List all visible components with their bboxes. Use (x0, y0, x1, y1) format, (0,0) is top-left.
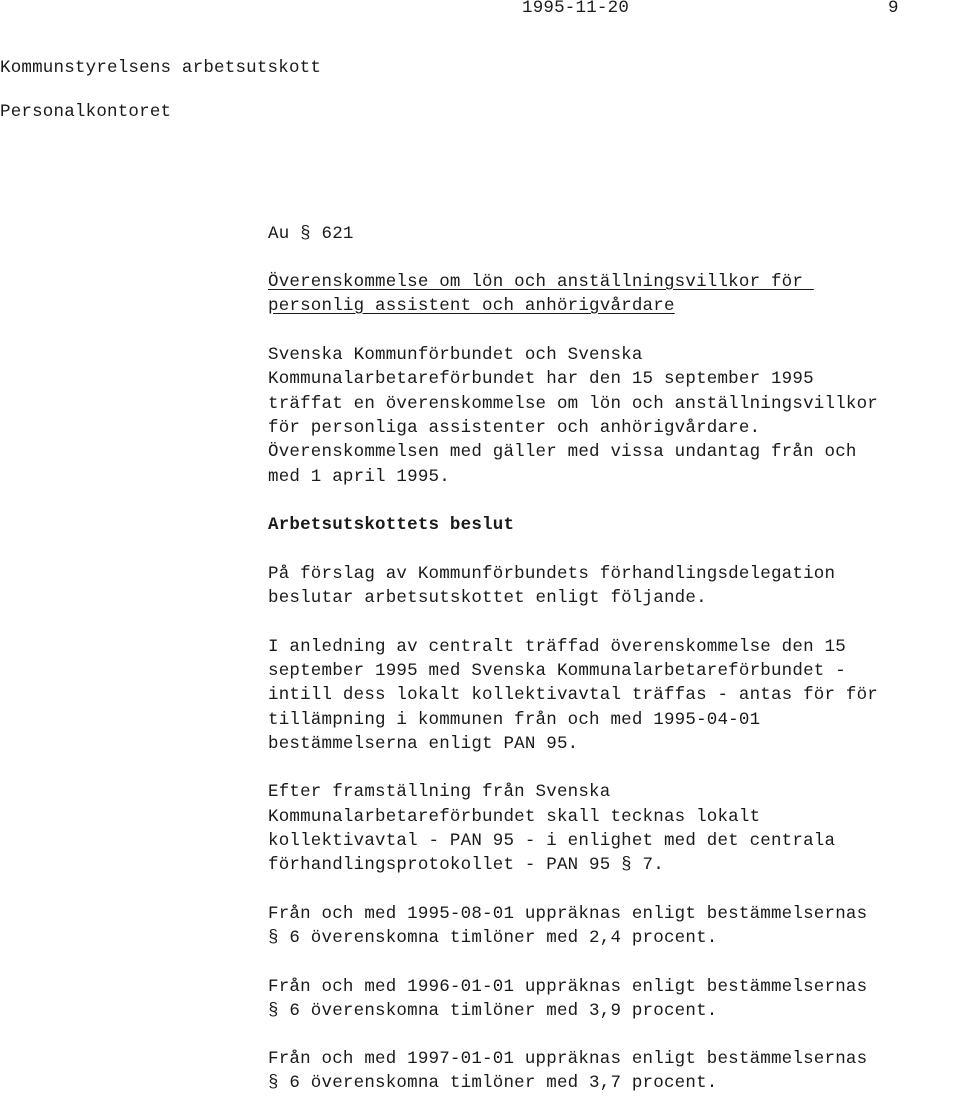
decision1-line: intill dess lokalt kollektivavtal träffas - antas för för (268, 685, 878, 705)
intro-line: för personliga assistenter och anhörigvårdare. (268, 418, 761, 438)
page-number: 9 (888, 0, 899, 18)
intro-line: träffat en överenskommelse om lön och anställningsvillkor (268, 394, 878, 414)
raise-line: § 6 överenskomna timlöner med 2,4 procent. (268, 928, 718, 948)
decision2-line: förhandlingsprotokollet - PAN 95 § 7. (268, 855, 664, 875)
decision2-line: Kommunalarbetareförbundet skall tecknas lokalt (268, 807, 761, 827)
intro-line: med 1 april 1995. (268, 467, 450, 487)
proposal-line: På förslag av Kommunförbundets förhandlingsdelegation (268, 564, 836, 584)
decision1-line: september 1995 med Svenska Kommunalarbetareförbundet - (268, 661, 846, 681)
raise-line: Från och med 1997-01-01 uppräknas enligt bestämmelsernas (268, 1049, 868, 1069)
intro-line: Överenskommelsen med gäller med vissa undantag från och (268, 442, 857, 462)
document-date: 1995-11-20 (522, 0, 630, 18)
decision1-line: I anledning av centralt träffad överenskommelse den 15 (268, 637, 846, 657)
section-title-line-2: personlig assistent och anhörigvårdare (268, 296, 675, 316)
decision1-line: tillämpning i kommunen från och med 1995-04-01 (268, 710, 761, 730)
proposal-line: beslutar arbetsutskottet enligt följande. (268, 588, 707, 608)
intro-line: Kommunalarbetareförbundet har den 15 september 1995 (268, 369, 814, 389)
sender-office: Personalkontoret (0, 102, 172, 122)
section-title-line-1: Överenskommelse om lön och anställningsvillkor för (268, 272, 814, 292)
sender-committee: Kommunstyrelsens arbetsutskott (0, 58, 322, 78)
decision1-line: bestämmelserna enligt PAN 95. (268, 734, 579, 754)
raise-line: Från och med 1995-08-01 uppräknas enligt bestämmelsernas (268, 904, 868, 924)
paragraph-reference: Au § 621 (268, 224, 354, 244)
decision-heading: Arbetsutskottets beslut (268, 515, 515, 535)
raise-line: Från och med 1996-01-01 uppräknas enligt bestämmelsernas (268, 977, 868, 997)
decision2-line: kollektivavtal - PAN 95 - i enlighet med det centrala (268, 831, 836, 851)
raise-line: § 6 överenskomna timlöner med 3,9 procent. (268, 1001, 718, 1021)
raise-line: § 6 överenskomna timlöner med 3,7 procent. (268, 1073, 718, 1093)
decision2-line: Efter framställning från Svenska (268, 782, 611, 802)
intro-line: Svenska Kommunförbundet och Svenska (268, 345, 643, 365)
